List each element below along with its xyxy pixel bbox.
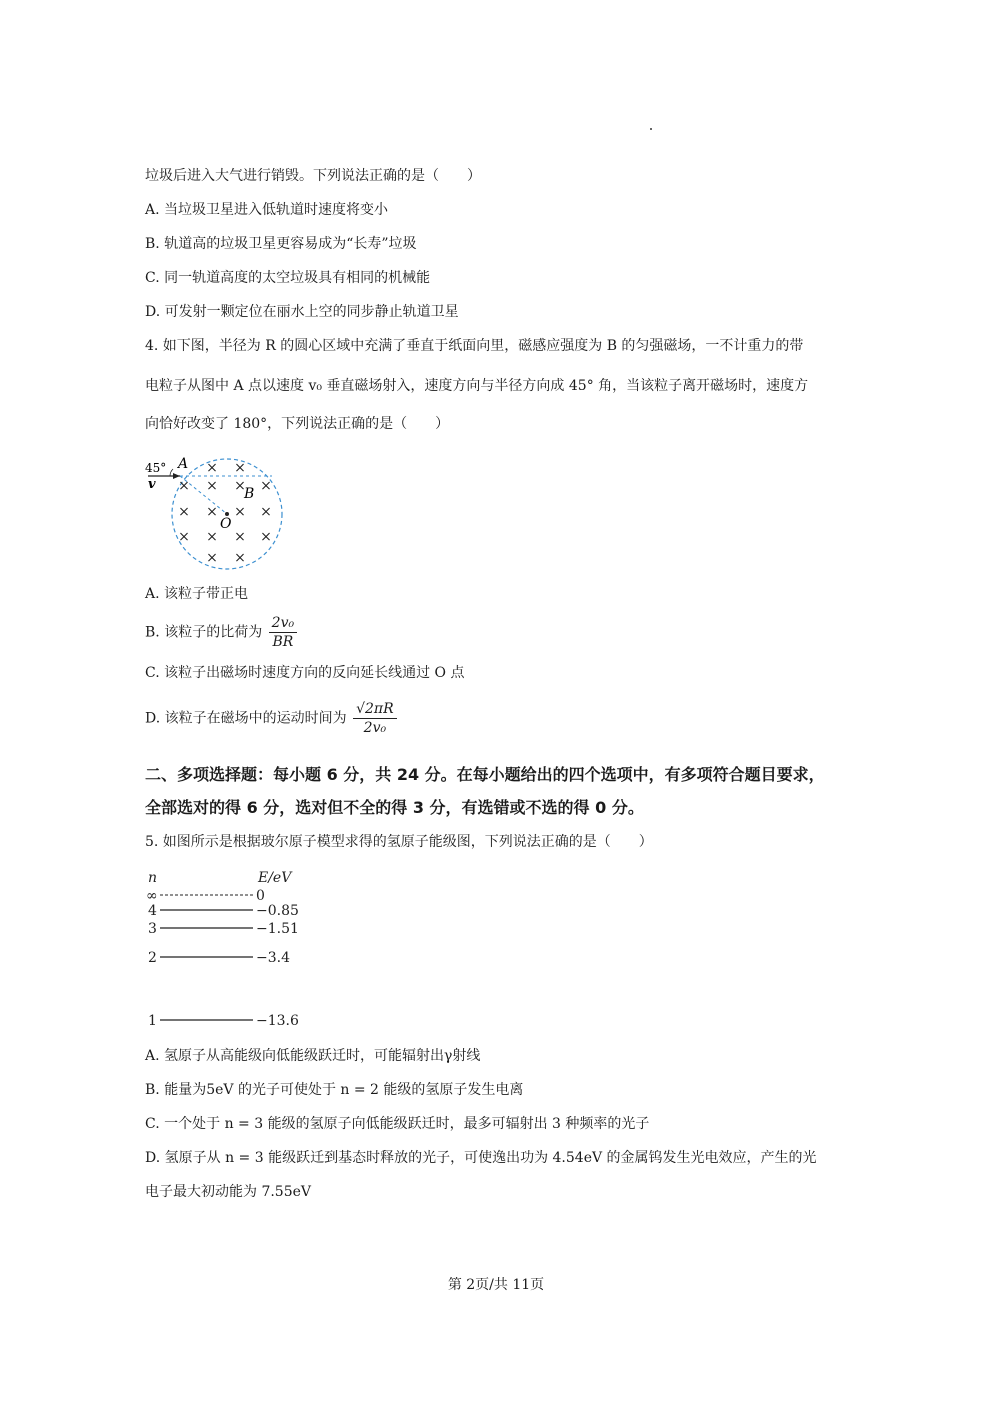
- q5-option-d-line1: D. 氢原子从 n = 3 能级跃迁到基态时释放的光子，可使逸出功为 4.54eV 的金属钨发生光电效应，产生的光: [145, 1150, 817, 1166]
- cross: ×: [178, 478, 190, 494]
- q5-stem: 5. 如图所示是根据玻尔原子模型求得的氢原子能级图，下列说法正确的是（ ）: [145, 834, 653, 850]
- cross: ×: [260, 529, 272, 545]
- cross: ×: [178, 504, 190, 520]
- cross: ×: [178, 529, 190, 545]
- q3-option-b: B. 轨道高的垃圾卫星更容易成为“长寿”垃圾: [145, 236, 417, 252]
- level-n-label: 1: [148, 1013, 157, 1029]
- n-axis-header: n: [148, 870, 158, 886]
- q5-option-c: C. 一个处于 n = 3 能级的氢原子向低能级跃迁时，最多可辐射出 3 种频率的光子: [145, 1116, 650, 1132]
- q4-option-a: A. 该粒子带正电: [145, 586, 249, 602]
- level-n-label: 2: [148, 950, 157, 966]
- energy-level-diagram: [140, 868, 320, 1033]
- angle-arc: [170, 469, 173, 476]
- e-axis-header: E/eV: [258, 870, 292, 886]
- cross: ×: [206, 504, 218, 520]
- magnetic-field-figure: [140, 448, 290, 573]
- q4-option-d-prefix: D. 该粒子在磁场中的运动时间为: [145, 710, 347, 727]
- q4-stem-line3: 向恰好改变了 180°，下列说法正确的是（ ）: [145, 416, 450, 432]
- level-e-label: 0: [256, 888, 265, 904]
- cross: ×: [234, 529, 246, 545]
- level-n-label: 3: [148, 921, 157, 937]
- q4-option-b-prefix: B. 该粒子的比荷为: [145, 624, 263, 641]
- fraction-denominator: BR: [272, 634, 294, 650]
- cross: ×: [260, 504, 272, 520]
- q4-stem-line2: 电粒子从图中 A 点以速度 v₀ 垂直磁场射入，速度方向与半径方向成 45° 角，当该粒子离开磁场时，速度方: [145, 378, 809, 394]
- fraction-denominator: 2v₀: [363, 720, 387, 736]
- q4-option-b-fraction: [269, 614, 297, 651]
- cross: ×: [234, 550, 246, 566]
- section2-heading-line2: 全部选对的得 6 分，选对但不全的得 3 分，有选错或不选的得 0 分。: [145, 798, 644, 817]
- level-n-label: 4: [148, 903, 157, 919]
- q4-option-d: [145, 700, 397, 737]
- cross: ×: [206, 460, 218, 476]
- velocity-label: v: [148, 477, 156, 492]
- angle-label: 45°: [145, 461, 167, 475]
- fraction-numerator: 2v₀: [269, 614, 297, 633]
- level-e-label: −1.51: [256, 921, 299, 937]
- cross: ×: [206, 478, 218, 494]
- cross: ×: [206, 550, 218, 566]
- point-a-label: A: [178, 456, 189, 472]
- q4-option-d-fraction: [353, 700, 397, 737]
- center-o-label: O: [220, 516, 232, 532]
- q3-stem-tail: 垃圾后进入大气进行销毁。下列说法正确的是（ ）: [145, 168, 481, 184]
- point-b-label: B: [244, 486, 255, 502]
- cross: ×: [234, 478, 246, 494]
- cross: ×: [234, 504, 246, 520]
- cross: ×: [206, 529, 218, 545]
- q4-stem-line1: 4. 如下图，半径为 R 的圆心区域中充满了垂直于纸面向里，磁感应强度为 B 的匀强磁场，一不计重力的带: [145, 338, 804, 354]
- q5-option-b: B. 能量为5eV 的光子可使处于 n = 2 能级的氢原子发生电离: [145, 1082, 524, 1098]
- page-footer: 第 2页/共 11页: [447, 1277, 545, 1293]
- scan-dot: [650, 128, 652, 130]
- cross: ×: [260, 478, 272, 494]
- cross: ×: [234, 460, 246, 476]
- q5-option-d-line2: 电子最大初动能为 7.55eV: [145, 1184, 312, 1200]
- level-e-label: −3.4: [256, 950, 290, 966]
- q3-option-d: D. 可发射一颗定位在丽水上空的同步静止轨道卫星: [145, 304, 459, 320]
- q5-option-a: A. 氢原子从高能级向低能级跃迁时，可能辐射出γ射线: [145, 1048, 481, 1064]
- q4-option-b: [145, 614, 297, 651]
- fraction-numerator: √2πR: [353, 700, 397, 719]
- q3-option-c: C. 同一轨道高度的太空垃圾具有相同的机械能: [145, 270, 431, 286]
- q4-option-c: C. 该粒子出磁场时速度方向的反向延长线通过 O 点: [145, 665, 465, 681]
- section2-heading-line1: 二、多项选择题：每小题 6 分，共 24 分。在每小题给出的四个选项中，有多项符合题目要求，: [145, 765, 825, 784]
- level-n-label: ∞: [146, 888, 158, 904]
- level-e-label: −13.6: [256, 1013, 299, 1029]
- level-e-label: −0.85: [256, 903, 299, 919]
- q3-option-a: A. 当垃圾卫星进入低轨道时速度将变小: [145, 202, 389, 218]
